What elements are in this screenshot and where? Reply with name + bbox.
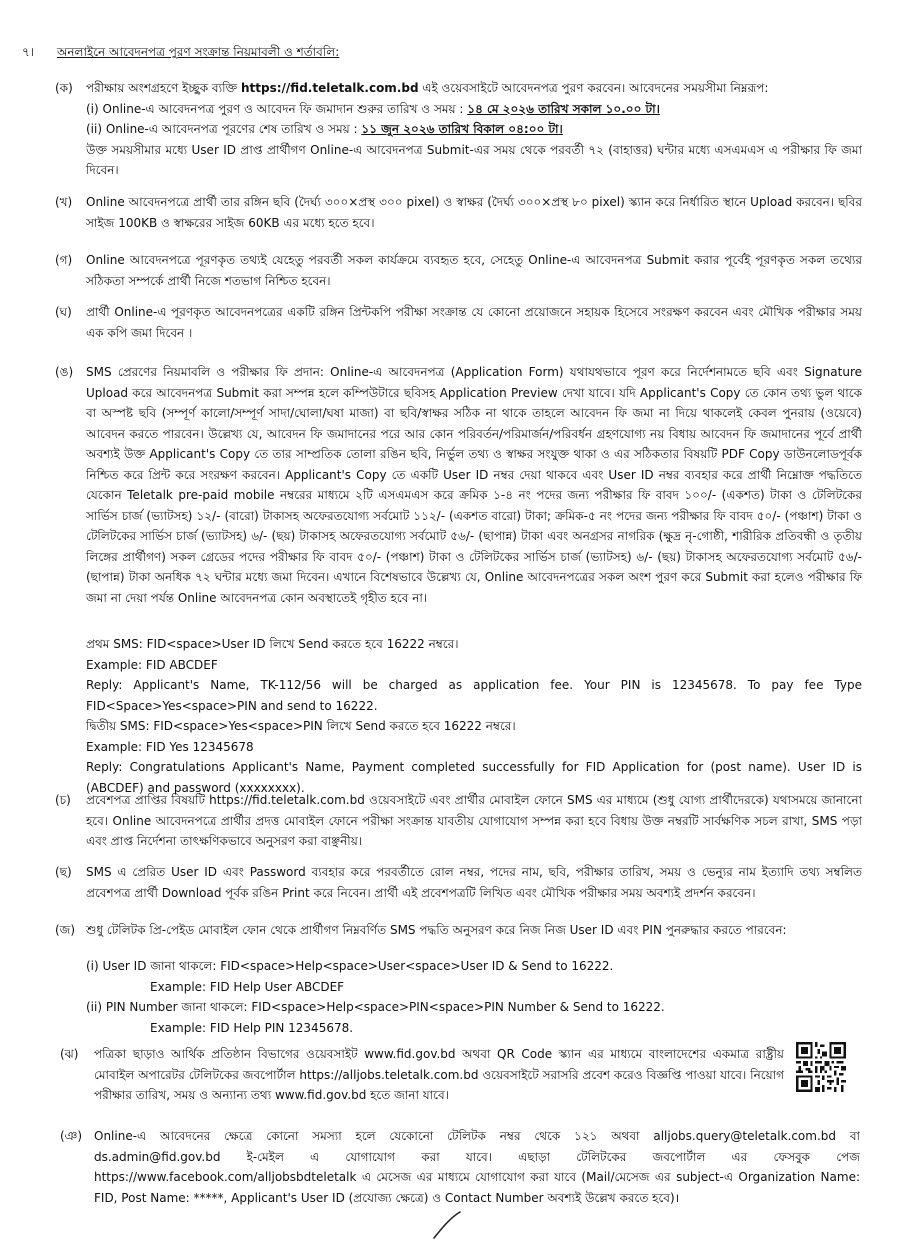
- ka-start-value: ১৪ মে ২০২৬ তারিখ সকাল ১০.০০ টা।: [467, 101, 660, 116]
- qr-code-icon[interactable]: [796, 1042, 846, 1092]
- item-marker-umo: (ঙ): [55, 365, 74, 379]
- recovery-user-id-example: Example: FID Help User ABCDEF: [150, 979, 345, 994]
- ka-start-label: (i) Online-এ আবেদনপত্র পুরণ ও আবেদন ফি জমাদান শুরুর তারিখ ও সময় :: [86, 101, 468, 116]
- item-kha: Online আবেদনপত্রে প্রার্থী তার রঙ্গিন ছবি (দৈর্ঘ্য ৩০০×প্রস্থ ৩০০ pixel) ও স্বাক্ষর (দৈর্ঘ্য ৩০০×প্রস্থ ৮০ pixel) স্ক্যান করে নির্ধারিত স্থানে Upload করবেন। ছবির সাইজ 100KB ও স্বাক্ষরের সাইজ 60KB এর মধ্যে হতে হবে।: [86, 195, 862, 230]
- item-umo: SMS প্রেরণের নিয়মাবলি ও পরীক্ষার ফি প্রদান: Online-এ আবেদনপত্র (Application Form) যথাযথভাবে পূরণ করে নির্দেশনামতে ছবি এবং Signature Upload করে আবেদনপত্র Submit করা সম্পন্ন হলে কম্পিউটারে ছবিসহ Application Preview দেখা যাবে। যদি Applicant's Copy তে কোন তথ্য ভুল থাকে বা অস্পষ্ট ছবি (সম্পূর্ণ কালো/সম্পূর্ণ সাদা/ঘোলা/ঘষা মাজা) বা ছবি/স্বাক্ষর সঠিক না থাকে তাহলে আবেদন ফি জমা না দিয়ে থাকলেই কেবল পুনরায় (ওয়েবে) আবেদন করতে পারবেন। উল্লেখ্য যে, আবেদন ফি জমাদানের পরে আর কোন পরিবর্তন/পরিমার্জন/পরিবর্ধন গ্রহণযোগ্য নয় বিধায় আবেদন ফি জমাদানের পূর্বে প্রার্থী অবশ্যই উক্ত Applicant's Copy তে তার সাম্প্রতিক তোলা রঙিন ছবি, নির্ভুল তথ্য ও স্বাক্ষর সংযুক্ত থাকা ও এর সঠিকতার বিষয়টি PDF Copy ডাউনলোডপূর্বক নিশ্চিত করে প্রিন্ট করে সংরক্ষণ করবেন। Applicant's Copy তে একটি User ID নম্বর দেয়া থাকবে এবং User ID নম্বর ব্যবহার করে প্রার্থী নিম্নোক্ত পদ্ধতিতে যেকোন Teletalk pre-paid mobile নম্বরের মাধ্যমে ২টি এসএমএস করে ক্রমিক ১-৪ নং পদের জন্য পরীক্ষার ফি বাবদ ১০০/- (একশত) টাকা ও টেলিটকের সার্ভিস চার্জ (ভ্যাটসহ) ১২/- (বারো) টাকাসহ অফেরতযোগ্য সর্বমোট ১১২/- (একশত বারো) টাকা; ক্রমিক-৫ নং পদের জন্য পরীক্ষার ফি বাবদ ৫০/- (পঞ্চাশ) টাকা ও টেলিটকের সার্ভিস চার্জ (ভ্যাটসহ) ৬/- (ছয়) টাকাসহ অফেরতযোগ্য সর্বমোট ৫৬/- (ছাপান্ন) টাকা এবং অনগ্রসর নাগরিক (ক্ষুদ্র নৃ-গোষ্ঠী, শারীরিক প্রতিবন্ধী ও তৃতীয় লিঙ্গের প্রার্থীগণ) সকল গ্রেডের পদের পরীক্ষার ফি বাবদ ৫০/- (পঞ্চাশ) টাকা ও টেলিটকের সার্ভিস চার্জ (ভ্যাটসহ) ৬/- (ছয়) টাকাসহ অফেরতযোগ্য সর্বমোট ৫৬/- (ছাপান্ন) টাকা অনধিক ৭২ ঘন্টার মধ্যে জমা দিবেন। এখানে বিশেষভাবে উল্লেখ্য যে, Online আবেদনপত্রের সকল অংশ পুরণ করে Submit করা হলেও পরীক্ষার ফি জমা না দেয়া পর্যন্ত Online আবেদনপত্র কোন অবস্থাতেই গৃহীত হবে না।: [86, 365, 862, 605]
- item-marker-ga: (গ): [55, 253, 73, 267]
- item-chha: SMS এ প্রেরিত User ID এবং Password ব্যবহার করে পরবর্তীতে রোল নম্বর, পদের নাম, ছবি, পরীক্ষার তারিখ, সময় ও ভেন্যুর নাম ইত্যাদি তথ্য সম্বলিত প্রবেশপত্র প্রার্থী Download পূর্বক রঙিন Print করে নিবেন। প্রার্থী এই প্রবেশপত্রটি লিখিত এবং মৌখিক পরীক্ষার সময় অবশ্যই প্রদর্শন করবেন।: [86, 865, 862, 900]
- item-jha: পত্রিকা ছাড়াও আর্থিক প্রতিষ্ঠান বিভাগের ওয়েবসাইট www.fid.gov.bd অথবা QR Code স্ক্যান এর মাধ্যমে বাংলাদেশের একমাত্র রাষ্ট্রীয় মোবাইল অপারেটর টেলিটকের জবপোর্টাল https://alljobs.teletalk.com.bd ওয়েবসাইটে সরাসরি প্রবেশ করেও বিজ্ঞপ্তি পাওয়া যাবে। নিয়োগ পরীক্ষার তারিখ, সময় ও অন্যান্য তথ্য www.fid.gov.bd হতে জানা যাবে।: [94, 1047, 784, 1102]
- recovery-pin: (ii) PIN Number জানা থাকলে: FID<space>Help<space>PIN<space>PIN Number & Send to 16222.: [86, 1000, 665, 1014]
- ka-start-line: [86, 99, 862, 120]
- recovery-pin-example: Example: FID Help PIN 12345678.: [150, 1020, 354, 1035]
- item-ga: Online আবেদনপত্রে পূরণকৃত তথ্যই যেহেতু পরবর্তী সকল কার্যক্রমে ব্যবহৃত হবে, সেহেতু Online-এ আবেদনপত্র Submit করার পূর্বেই পূরণকৃত সকল তথ্যের সঠিকতা সম্পর্কে প্রার্থী নিজে শতভাগ নিশ্চিত হবেন।: [86, 253, 862, 288]
- ka-note: উক্ত সময়সীমার মধ্যে User ID প্রাপ্ত প্রার্থীগণ Online-এ আবেদনপত্র Submit-এর সময় থেকে পরবর্তী ৭২ (বাহাত্তর) ঘন্টার মধ্যে এসএমএস এ পরীক্ষার ফি জমা দিবেন।: [86, 142, 862, 177]
- item-marker-chha: (ছ): [55, 865, 72, 879]
- ka-end-value: ১১ জুন ২০২৬ তারিখ বিকাল ০৪:০০ টা।: [361, 122, 563, 136]
- sms-first-reply: Reply: Applicant's Name, TK-112/56 will be charged as application fee. Your PIN is 12345678. To pay fee Type FID<Space>Yes<space>PIN and send to 16222.: [86, 678, 862, 713]
- ka-intro-tail: এই ওয়েবসাইটে আবেদনপত্র পুরণ করবেন। আবেদনের সময়সীমা নিম্নরূপ:: [418, 81, 769, 95]
- item-ja: শুধু টেলিটক প্রি-পেইড মোবাইল ফোন থেকে প্রার্থীগণ নিম্নবর্ণিত SMS পদ্ধতি অনুসরণ করে নিজ নিজ User ID এবং PIN পুনরুদ্ধার করতে পারবেন:: [86, 923, 787, 937]
- item-marker-cha: (চ): [55, 793, 71, 807]
- item-ka: [86, 78, 862, 181]
- ka-end-label: (ii) Online-এ আবেদনপত্র পূরণের শেষ তারিখ ও সময় :: [86, 122, 362, 136]
- sms-first-example: Example: FID ABCDEF: [86, 657, 218, 672]
- item-marker-jha: (ঝ): [60, 1047, 79, 1061]
- recovery-user-id: (i) User ID জানা থাকলে: FID<space>Help<space>User<space>User ID & Send to 16222.: [86, 959, 614, 973]
- section-title: অনলাইনে আবেদনপত্র পুরণ সংক্রান্ত নিয়মাবলী ও শর্তাবলি:: [57, 45, 340, 59]
- sms-second: দ্বিতীয় SMS: FID<space>Yes<space>PIN লিখে Send করতে হবে 16222 নম্বরে।: [86, 719, 516, 733]
- sms-second-example: Example: FID Yes 12345678: [86, 739, 254, 754]
- item-gha: প্রার্থী Online-এ পূরণকৃত আবেদনপত্রের একটি রঙ্গিন প্রিন্টকপি পরীক্ষা সংক্রান্ত যে কোনো প্রয়োজনে সহায়ক হিসেবে সংরক্ষণ করবেন এবং মৌখিক পরীক্ষার সময় এক কপি জমা দিবেন ।: [86, 305, 862, 340]
- item-nya: Online-এ আবেদনের ক্ষেত্রে কোনো সমস্যা হলে যেকোনো টেলিটক নম্বর থেকে ১২১ অথবা alljobs.query@teletalk.com.bd বা ds.admin@fid.gov.bd ই-মেইল এ যোগাযোগ করা যাবে। এছাড়া টেলিটকের জবপোর্টাল এর ফেসবুক পেজ https://www.facebook.com/alljobsbdteletalk এ মেসেজ এর মাধ্যমে যোগাযোগ করা যাবে (Mail/মেসেজ এর subject-এ Organization Name: FID, Post Name: *****, Applicant's User ID (প্রযোজ্য ক্ষেত্রে) ও Contact Number অবশ্যই উল্লেখ করতে হবে)।: [94, 1129, 860, 1205]
- item-marker-nya: (ঞ): [60, 1129, 83, 1143]
- sms-first: প্রথম SMS: FID<space>User ID লিখে Send করতে হবে 16222 নম্বরে।: [86, 637, 459, 651]
- section-number: ৭।: [22, 45, 35, 59]
- sms-instructions: [86, 634, 862, 798]
- ka-end-line: [86, 119, 862, 140]
- recovery-list: [86, 956, 862, 1038]
- item-cha: প্রবেশপত্র প্রাপ্তির বিষয়টি https://fid.teletalk.com.bd ওয়েবসাইটে এবং প্রার্থীর মোবাইল ফোনে SMS এর মাধ্যমে (শুধু যোগ্য প্রার্থীদেরকে) যথাসময়ে জানানো হবে। Online আবেদনপত্রে প্রার্থীর প্রদত্ত মোবাইল ফোনে পরীক্ষা সংক্রান্ত যাবতীয় যোগাযোগ সম্পন্ন করা হবে বিধায় উক্ত নম্বরটি সার্বক্ষণিক সচল রাখা, SMS পড়া এবং প্রাপ্ত নির্দেশনা তাৎক্ষণিকভাবে অনুসরণ করা বাঞ্ছনীয়।: [86, 793, 862, 848]
- item-marker-ja: (জ): [55, 923, 76, 937]
- item-marker-kha: (খ): [55, 195, 73, 209]
- ka-url-link[interactable]: https://fid.teletalk.com.bd: [240, 81, 419, 95]
- item-marker-ka: (ক): [55, 81, 73, 95]
- ka-intro: পরীক্ষায় অংশগ্রহণে ইচ্ছুক ব্যক্তি: [86, 81, 241, 95]
- sms-second-reply: Reply: Congratulations Applicant's Name, Payment completed successfully for FID Application for (post name). User ID is (ABCDEF) and password (xxxxxxxx).: [86, 760, 862, 795]
- pen-mark-icon: [430, 1210, 470, 1240]
- item-marker-gha: (ঘ): [55, 305, 72, 319]
